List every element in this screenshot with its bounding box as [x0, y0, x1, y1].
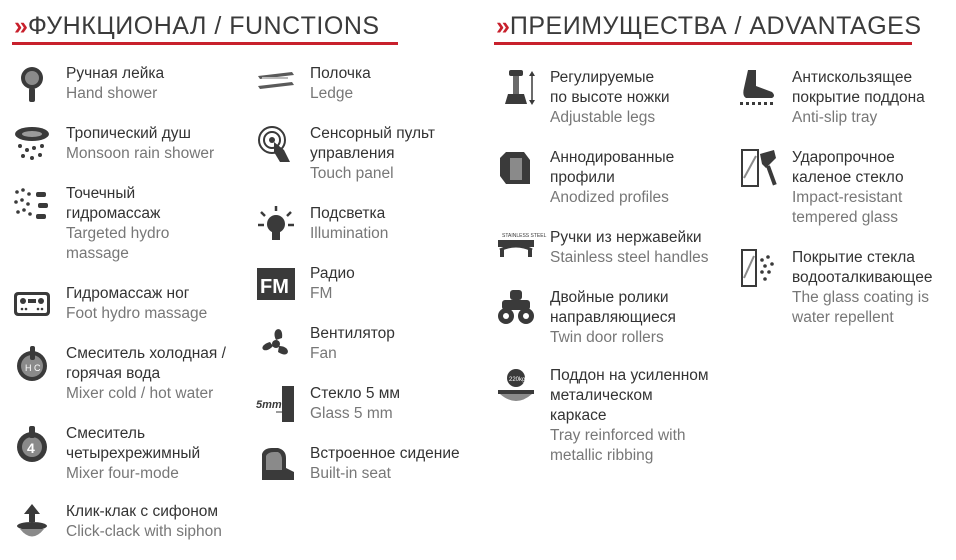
feature-click-clack — [10, 502, 222, 542]
item-ru: Ударопрочное — [792, 149, 895, 166]
item-ru: Точечный — [66, 185, 136, 202]
hydro-massage-icon — [10, 184, 54, 224]
item-ru: управления — [310, 145, 395, 162]
item-en: Twin door rollers — [550, 329, 664, 346]
item-en: Mixer cold / hot water — [66, 385, 214, 402]
twin-rollers-icon — [494, 288, 538, 328]
item-en: The glass coating is — [792, 289, 929, 306]
item-ru: Смеситель холодная / — [66, 345, 226, 362]
item-ru: Тропический душ — [66, 125, 191, 142]
item-ru: Регулируемые — [550, 69, 655, 86]
feature-illumination — [254, 204, 388, 244]
advantage-adjustable-legs — [494, 68, 670, 128]
fm-glyph: FM — [260, 276, 289, 298]
advantage-steel-handles — [494, 228, 709, 268]
fan-icon — [254, 324, 298, 364]
advantage-reinforced-tray — [494, 366, 709, 466]
advantage-twin-rollers — [494, 288, 676, 348]
item-ru: Смеситель — [66, 425, 146, 442]
item-en: massage — [66, 245, 129, 262]
rain-shower-icon — [10, 124, 54, 164]
glass-glyph: 5mm — [256, 399, 282, 411]
feature-rain-shower — [10, 124, 214, 164]
item-ru: Ручная лейка — [66, 65, 165, 82]
item-ru: Радио — [310, 265, 355, 282]
seat-icon — [254, 444, 298, 484]
item-en: tempered glass — [792, 209, 898, 226]
feature-mixer-hc — [10, 344, 226, 404]
item-en: FM — [310, 285, 333, 302]
item-ru: каркасе — [550, 407, 607, 424]
item-ru: Клик-клак с сифоном — [66, 503, 219, 520]
item-en: Monsoon rain shower — [66, 145, 215, 162]
steel-handles-icon — [494, 228, 547, 268]
advantage-anodized-profiles — [494, 148, 674, 208]
item-ru: Антискользящее — [792, 69, 913, 86]
foot-massage-icon — [10, 284, 54, 324]
advantages-title-underline — [494, 42, 912, 45]
fm-icon — [254, 264, 298, 304]
item-en: water repellent — [792, 309, 894, 326]
item-en: Impact-resistant — [792, 189, 903, 206]
item-ru: Подсветка — [310, 205, 386, 222]
feature-radio — [254, 264, 355, 304]
functions-title: » ФУНКЦИОНАЛ / FUNCTIONS — [14, 12, 380, 40]
item-ru: Стекло 5 мм — [310, 385, 401, 402]
ledge-icon — [254, 64, 298, 104]
item-ru: покрытие поддона — [792, 89, 925, 106]
feature-foot-massage — [10, 284, 207, 324]
feature-glass-5mm — [254, 384, 400, 424]
item-en: Mixer four-mode — [66, 465, 179, 482]
item-ru: по высоте ножки — [550, 89, 670, 106]
feature-seat — [254, 444, 460, 484]
svg-text:4: 4 — [27, 440, 35, 456]
feature-ledge — [254, 64, 371, 104]
water-repellent-icon — [736, 248, 780, 288]
advantage-water-repellent — [736, 248, 932, 328]
item-en: Adjustable legs — [550, 109, 656, 126]
item-ru: Гидромассаж ног — [66, 285, 190, 302]
item-ru: профили — [550, 169, 615, 186]
tempered-glass-icon — [736, 148, 780, 188]
item-en: Foot hydro massage — [66, 305, 208, 322]
item-en: Stainless steel handles — [550, 249, 709, 266]
functions-title-underline — [12, 42, 398, 45]
item-en: Ledge — [310, 85, 354, 102]
click-clack-icon — [10, 502, 54, 542]
item-ru: четырехрежимный — [66, 445, 201, 462]
advantages-title: » ПРЕИМУЩЕСТВА / ADVANTAGES — [496, 12, 922, 40]
steel-glyph: STAINLESS STEEL — [502, 233, 547, 239]
item-en: Hand shower — [66, 85, 158, 102]
adjustable-legs-icon — [494, 68, 538, 108]
item-en: Built-in seat — [310, 465, 391, 482]
item-ru: Покрытие стекла — [792, 249, 915, 266]
mixer-hc-icon — [10, 344, 54, 384]
svg-text:H: H — [25, 363, 32, 373]
item-en: metallic ribbing — [550, 447, 654, 464]
item-ru: Аннодированные — [550, 149, 675, 166]
item-en: Illumination — [310, 225, 389, 242]
illumination-icon — [254, 204, 298, 244]
mixer-four-mode-icon — [10, 424, 54, 464]
feature-touch-panel — [254, 124, 435, 184]
svg-text:C: C — [34, 363, 41, 373]
item-ru: водооталкивающее — [792, 269, 933, 286]
advantage-anti-slip — [736, 68, 925, 128]
item-ru: Встроенное сидение — [310, 445, 460, 462]
item-ru: каленое стекло — [792, 169, 904, 186]
item-en: Click-clack with siphon — [66, 523, 222, 540]
anti-slip-icon — [736, 68, 780, 108]
item-ru: Двойные ролики — [550, 289, 669, 306]
item-ru: Полочка — [310, 65, 371, 82]
feature-mixer-four-mode — [10, 424, 200, 484]
item-ru: горячая вода — [66, 365, 161, 382]
item-en: Glass 5 mm — [310, 405, 393, 422]
item-en: Touch panel — [310, 165, 394, 182]
item-en: Anti-slip tray — [792, 109, 878, 126]
hand-shower-icon — [10, 64, 54, 104]
item-ru: Вентилятор — [310, 325, 395, 342]
item-ru: направляющиеся — [550, 309, 676, 326]
item-en: Tray reinforced with — [550, 427, 686, 444]
touch-panel-icon — [254, 124, 298, 164]
item-en: Anodized profiles — [550, 189, 669, 206]
item-ru: Ручки из нержавейки — [550, 229, 702, 246]
item-ru: металическом — [550, 387, 653, 404]
feature-fan — [254, 324, 395, 364]
feature-hydro-massage — [10, 184, 169, 264]
advantage-tempered-glass — [736, 148, 904, 228]
item-en: Fan — [310, 345, 337, 362]
item-ru: Сенсорный пульт — [310, 125, 436, 142]
item-ru: Поддон на усиленном — [550, 367, 709, 384]
reinforced-tray-icon — [494, 366, 538, 406]
item-ru: гидромассаж — [66, 205, 161, 222]
item-en: Targeted hydro — [66, 225, 170, 242]
glass-5mm-icon — [254, 384, 298, 424]
feature-hand-shower — [10, 64, 164, 104]
anodized-profile-icon — [494, 148, 538, 188]
tray-glyph: 220kg — [509, 377, 526, 383]
